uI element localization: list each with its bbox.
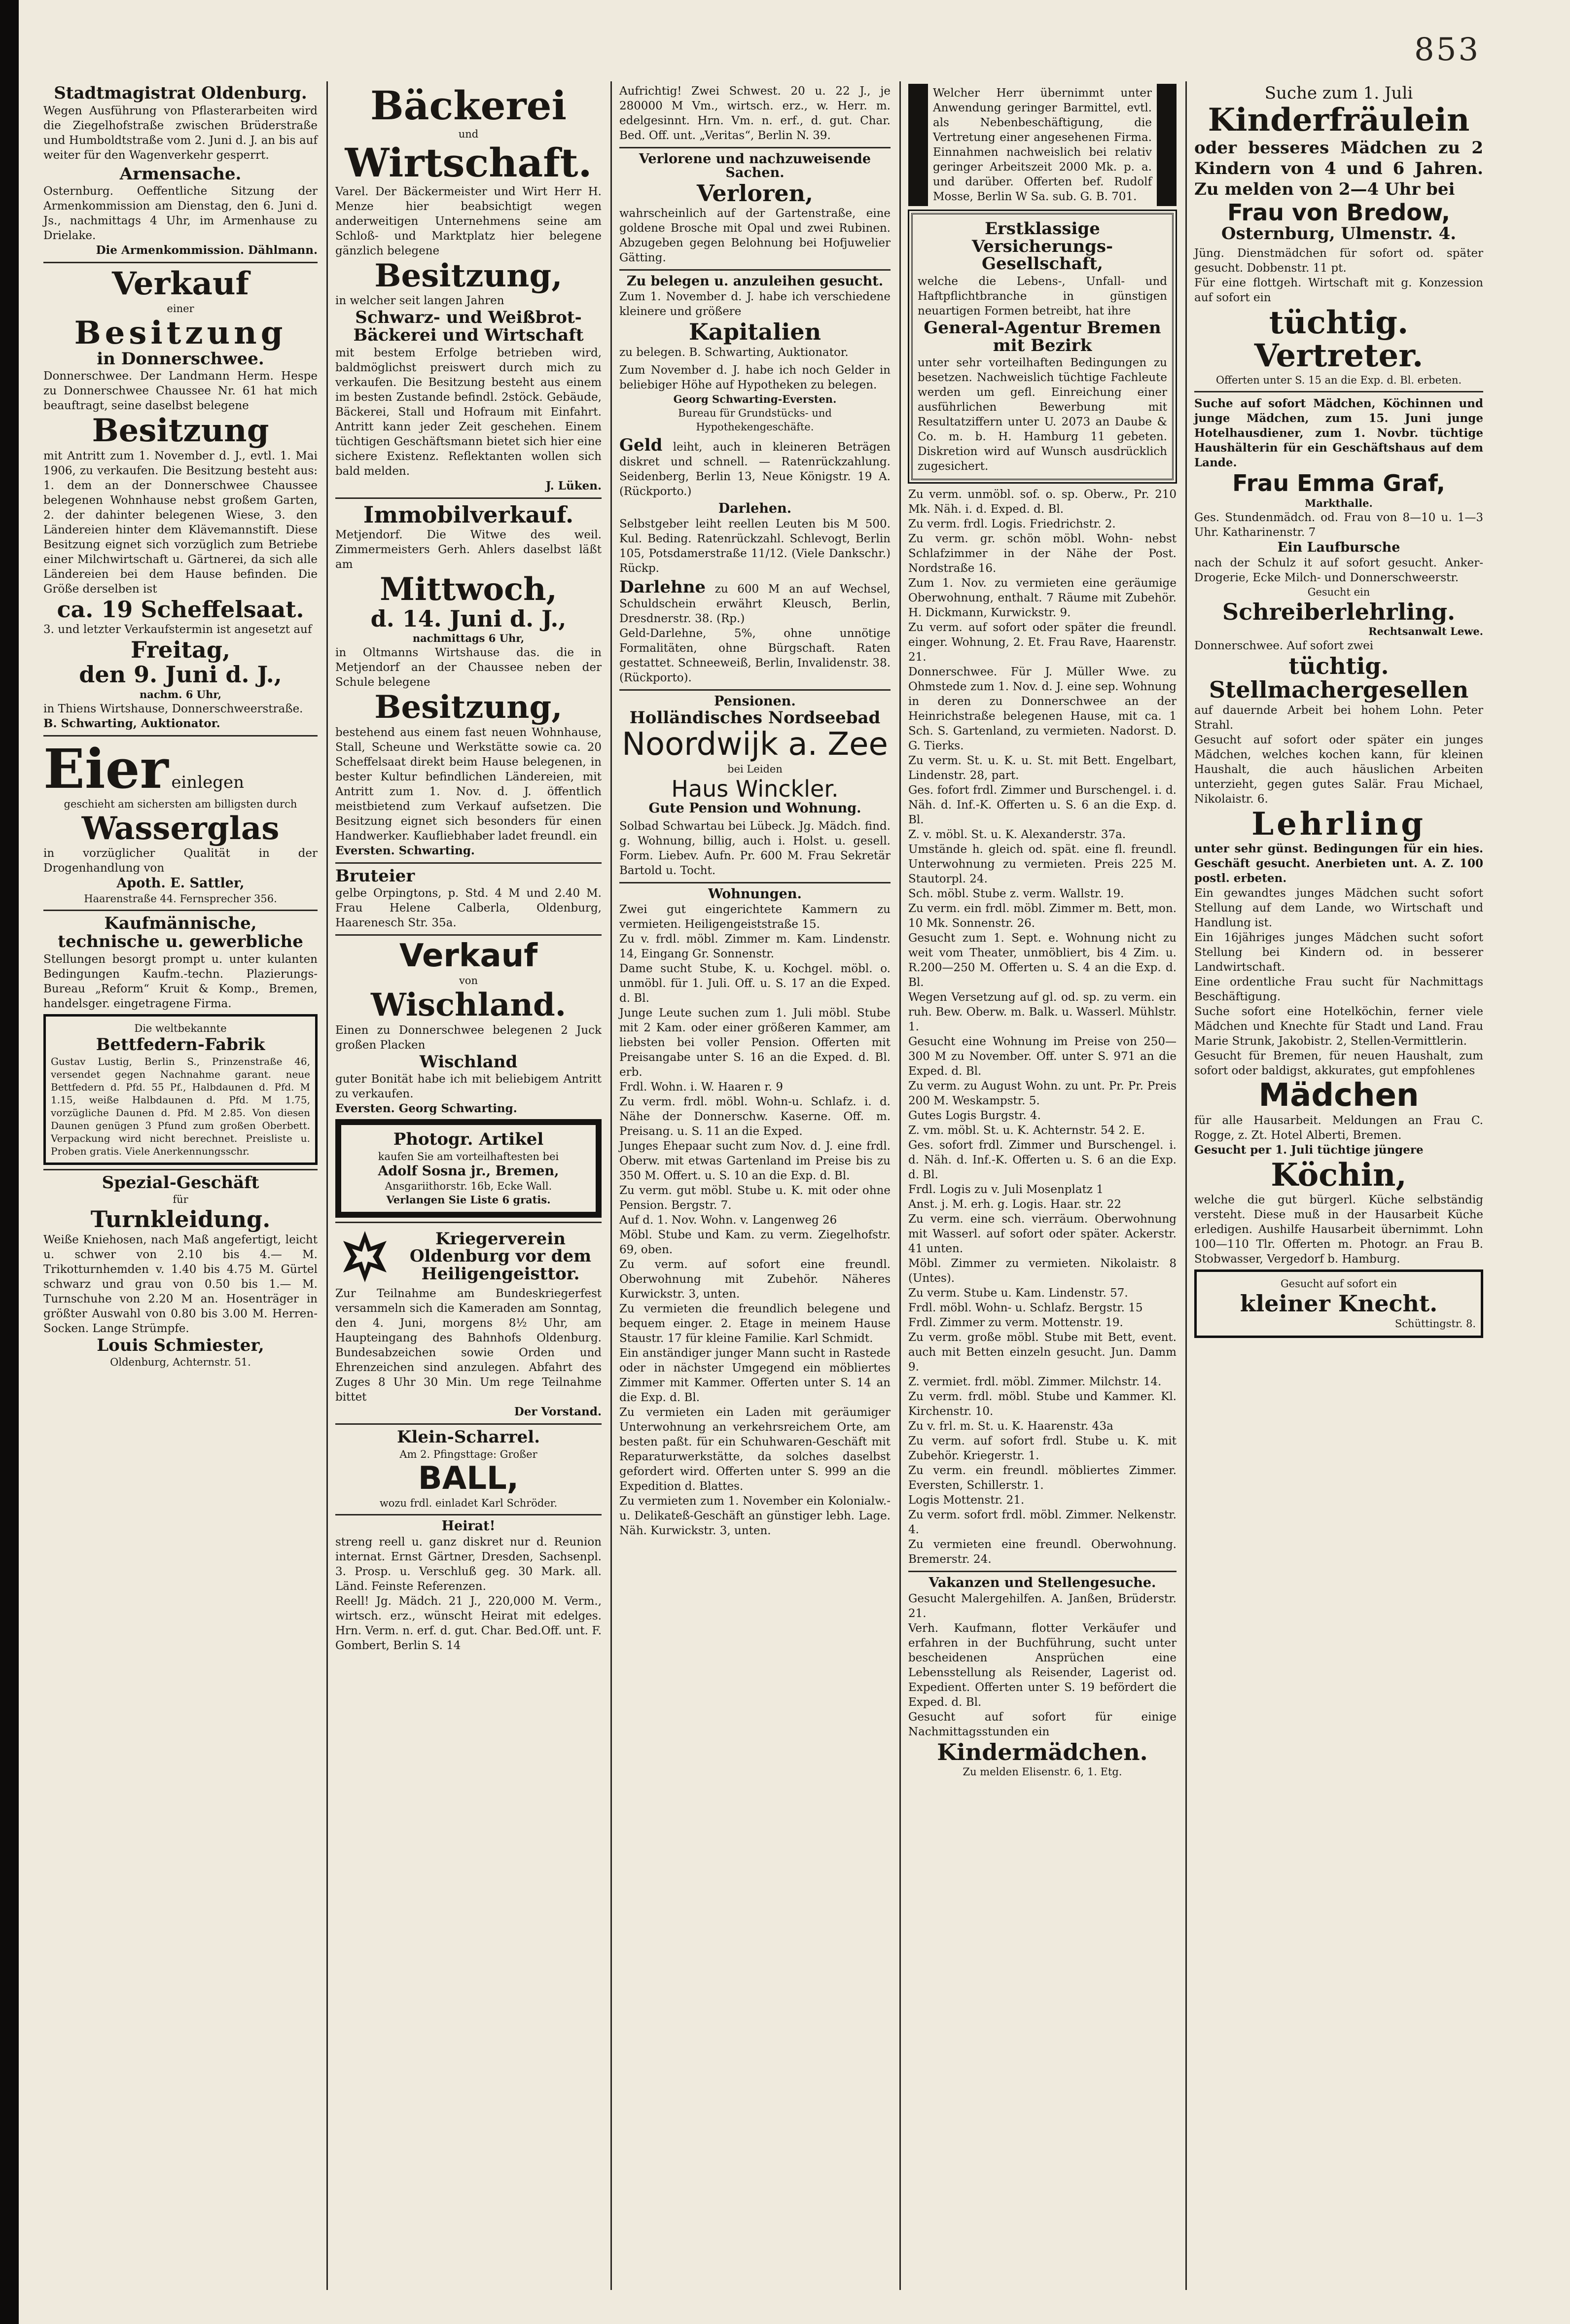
ad-address: Oldenburg, Achternstr. 51.	[110, 1356, 251, 1369]
ad-firm: Adolf Sosna jr., Bremen,	[378, 1163, 559, 1179]
ad-title: Darlehen.	[718, 500, 792, 516]
ad-signature: Rechtsanwalt Lewe.	[1368, 625, 1483, 638]
ad-wohnung: Zu verm. frdl. Logis. Friedrichstr. 2.	[908, 518, 1116, 531]
ad-firm: Apoth. E. Sattler,	[116, 876, 245, 891]
ad-wohnung: Junges Ehepaar sucht zum Nov. d. J. eine frdl. Oberw. mit etwas Gartenland im Preise bis zu 350 M. Offert. u. S. 10 an die Exp. d. Bl.	[619, 1140, 891, 1183]
ad-title: Kaufmännische,	[104, 913, 257, 933]
ad-wohnung: Dame sucht Stube, K. u. Kochgel. möbl. o. unmöbl. für 1. Juli. Off. u. S. 17 an die Exped. d. Bl.	[619, 962, 891, 1005]
ad-signature: B. Schwarting, Auktionator.	[43, 716, 220, 730]
ad-heading: Eier	[43, 737, 169, 801]
ad-text: in Thiens Wirtshause, Donnerschweerstraße.	[43, 702, 303, 715]
ad-wohnung: Zu v. frl. m. St. u. K. Haarenstr. 43a	[908, 1420, 1113, 1433]
ad-heading: Köchin,	[1271, 1157, 1407, 1194]
ad-heading: Wasserglas	[81, 810, 280, 847]
ad-wohnung: Zu verm. gr. schön möbl. Wohn- nebst Schlafzimmer in der Nähe der Post. Nordstraße 16.	[908, 532, 1177, 575]
ad-text: Wegen Ausführung von Pflasterarbeiten wird die Ziegelhofstraße zwischen Brüderstraße und Humboldtstraße vom 2. Juni d. J. an bis auf weiter für den Wagenverkehr gesperrt.	[43, 104, 318, 162]
ad-subtitle: nachm. 6 Uhr,	[139, 688, 222, 701]
ad-title: Wirtschaft.	[345, 140, 592, 186]
ad-subtitle: Die weltbekannte	[134, 1022, 227, 1034]
ad-text: 3. und letzter Verkaufstermin ist angesetzt auf	[43, 623, 312, 636]
ad-address: Schüttingstr. 8.	[1394, 1317, 1476, 1330]
ad-wohnung: Zu vermieten die freundlich belegene und bequem einger. 2. Etage in meinem Hause Staustr. 17 für kleine Familie. Karl Schmidt.	[619, 1303, 891, 1345]
ad-wohnung: Zu verm. große möbl. Stube mit Bett, event. auch mit Betten einzeln gesucht. Jun. Damm 9.	[908, 1331, 1177, 1374]
ad-stelle: Für eine flottgeh. Wirtschaft mit g. Konzession auf sofort ein	[1194, 276, 1483, 304]
ad-wohnung: Donnerschwee. Für J. Müller Wwe. zu Ohmstede zum 1. Nov. d. J. eine sep. Wohnung in deren zu Donnerschwee an der Heinrichstraße belegenen Hause, mit ca. 1 Sch. S. Gartenland, zu vermieten. Nadorst. D. G. Tierks.	[908, 666, 1177, 753]
ad-title: Kriegerverein Oldenburg vor dem Heiligengeisttor.	[409, 1229, 592, 1284]
ad-wohnung: Ein anständiger junger Mann sucht in Rastede oder in nächster Umgegend ein möbliertes Zimmer mit Kammer. Offerten unter S. 14 an die Exp. d. Bl.	[619, 1347, 891, 1405]
ad-baeckerei	[335, 85, 602, 493]
ad-wohnung: Zu verm. ein frdl. möbl. Zimmer m. Bett, mon. 10 Mk. Sonnenstr. 26.	[908, 902, 1177, 930]
ad-text: geschieht am sichersten am billigsten durch	[64, 798, 297, 810]
ad-text: in Oltmanns Wirtshause das. die in Metjendorf an der Chaussee neben der Schule belegene	[335, 646, 602, 689]
ad-text: Zum November d. J. habe ich noch Gelder in beliebiger Höhe auf Hypotheken zu belegen.	[619, 363, 891, 391]
ad-heading: Besitzung,	[374, 689, 563, 726]
ad-wohnung: Logis Mottenstr. 21.	[908, 1494, 1025, 1507]
column-3	[610, 84, 899, 2302]
ad-wohnung: Zu verm. auf sofort eine freundl. Oberwohnung mit Zubehör. Näheres Kurwickstr. 3, unten.	[619, 1258, 891, 1301]
ad-title: Bruteier	[335, 866, 415, 886]
ad-wohnung: Frdl. Logis zu v. Juli Mosenplatz 1	[908, 1183, 1104, 1197]
ad-wohnung: Sch. möbl. Stube z. verm. Wallstr. 19.	[908, 887, 1124, 901]
ad-address: Osternburg, Ulmenstr. 4.	[1221, 224, 1457, 244]
ad-title: Holländisches Nordseebad	[629, 708, 881, 728]
ad-wohnung: Zu verm. frdl. möbl. Stube und Kammer. Kl. Kirchenstr. 10.	[908, 1390, 1177, 1418]
ad-stelle: für alle Hausarbeit. Meldungen an Frau C. Rogge, z. Zt. Hotel Alberti, Bremen.	[1194, 1114, 1483, 1142]
ad-wohnung: Zum 1. Nov. zu vermieten eine geräumige Oberwohnung, enthalt. 7 Räume mit Zubehör. H. Dickmann, Kurwickstr. 9.	[908, 577, 1177, 620]
ad-wohnung: Möbl. Zimmer zu vermieten. Nikolaistr. 8 (Untes).	[908, 1257, 1177, 1285]
ad-signature: Der Vorstand.	[514, 1405, 602, 1419]
ad-text: gelbe Orpingtons, p. Std. 4 M und 2.40 M. Frau Helene Calberla, Oldenburg, Haarenesch Str. 35a.	[335, 887, 602, 930]
ad-text: wozu frdl. einladet Karl Schröder.	[379, 1497, 558, 1510]
ad-heirat	[335, 1519, 602, 1653]
ad-text: guter Bonität habe ich mit beliebigem Antritt zu verkaufen.	[335, 1073, 602, 1101]
column-5	[1185, 84, 1492, 2302]
ad-darlehne	[619, 579, 891, 685]
ad-title: Heirat!	[441, 1518, 496, 1534]
ad-stelle: Jüng. Dienstmädchen für sofort od. später gesucht. Dobbenstr. 11 pt.	[1194, 246, 1483, 275]
ad-stelle: Gesucht per 1. Juli tüchtige jüngere	[1194, 1143, 1424, 1157]
ad-title: Immobilverkauf.	[363, 501, 574, 528]
ad-heading: Mädchen	[1258, 1077, 1419, 1114]
ad-heading: Kindermädchen.	[937, 1738, 1148, 1765]
ad-heading: Frau Emma Graf,	[1232, 470, 1445, 497]
ad-heading: tüchtig. Stellmachergesellen	[1209, 653, 1469, 704]
ad-text: zu 600 M an auf Wechsel, Schuldschein erwährt Kleusch, Berlin, Dresdnerstr. 38. (Rp.)	[619, 582, 891, 625]
ad-text: Am 2. Pfingsttage: Großer	[399, 1448, 537, 1460]
ad-wohnung: Zu verm. eine sch. vierräum. Oberwohnung mit Wasserl. auf sofort oder später. Ackerstr. 41 unten.	[908, 1213, 1177, 1256]
ad-geld	[619, 437, 891, 499]
ad-wohnung: Anst. j. M. erh. g. Logis. Haar. str. 22	[908, 1198, 1122, 1211]
ad-wohnung: Zu verm. St. u. K. u. St. mit Bett. Engelbart, Lindenstr. 28, part.	[908, 754, 1177, 782]
ad-stelle: Gesucht Malergehilfen. A. Janßen, Brüderstr. 21.	[908, 1592, 1177, 1620]
ad-title: technische u. gewerbliche	[58, 932, 303, 952]
ad-stelle: Donnerschwee. Auf sofort zwei	[1194, 639, 1374, 653]
ad-heading: kleiner Knecht.	[1240, 1290, 1438, 1317]
ad-heading: Besitzung	[74, 314, 287, 352]
ad-text: Weiße Kniehosen, nach Maß angefertigt, leicht u. schwer von 2.10 bis 4.— M. Trikotturnhemden v. 1.40 bis 4.75 M. Gürtel schwarz und grau von 0.50 bis 1.— M. Turnschuhe von 2.20 M an. Hosenträger in größter Auswahl von 0.80 bis 3.00 M. Herren-Socken. Lange Strümpfe.	[43, 1233, 318, 1335]
ad-stelle: auf dauernde Arbeit bei hohem Lohn. Peter Strahl.	[1194, 704, 1483, 732]
ad-bettfedern	[43, 1014, 318, 1165]
ad-wohnung: Zu verm. auf sofort oder später die freundl. einger. Wohnung, 2. Et. Frau Rave, Haarenstr. 21.	[908, 621, 1177, 664]
ad-heading: Geld	[619, 435, 663, 455]
ad-stelle: Suche sofort eine Hotelköchin, ferner viele Mädchen und Knechte für Stadt und Land. Frau Marie Strunk, Jakobistr. 2, Stellen-Vermittlerin.	[1194, 1005, 1483, 1048]
ad-stelle: Ein 16jähriges junges Mädchen sucht sofort Stellung bei Kindern od. in besserer Landwirtschaft.	[1194, 931, 1483, 974]
ad-wohnung: Zu v. frdl. möbl. Zimmer m. Kam. Lindenstr. 14, Eingang Gr. Sonnenstr.	[619, 933, 891, 961]
section-title: Verlorene und nachzuweisende Sachen.	[639, 151, 871, 181]
ad-signature: J. Lüken.	[545, 479, 602, 493]
ad-heading: Noordwijk a. Zee	[622, 726, 888, 763]
ad-heading: Besitzung,	[374, 257, 563, 294]
ad-title: Armensache.	[119, 164, 242, 184]
ad-firm: Louis Schmiester,	[97, 1335, 264, 1355]
ad-heading: BALL,	[418, 1460, 519, 1497]
ad-subtitle: und	[458, 128, 479, 140]
ad-armensache	[43, 166, 318, 258]
ad-wohnung: Frdl. Wohn. i. W. Haaren r. 9	[619, 1081, 783, 1094]
ad-text: mit bestem Erfolge betrieben wird, baldmöglichst preiswert durch mich zu verkaufen. Die Besitzung besteht aus einem im besten Zustande befindl. 2stöck. Gebäude, Bäckerei, Stall und Hofraum mit Einfahrt. Antritt kann jeder Zeit geschehen. Einem tüchtigen Geschäftsmann bietet sich hier eine sichere Existenz. Reflektanten wollen sich bald melden.	[335, 346, 602, 478]
ad-wohnung: Zu verm. auf sofort frdl. Stube u. K. mit Zubehör. Kriegerstr. 1.	[908, 1435, 1177, 1463]
section-title: Zu belegen u. anzuleihen gesucht.	[626, 273, 884, 289]
ad-text: zu belegen. B. Schwarting, Auktionator.	[619, 346, 849, 359]
ad-wohnung: Zwei gut eingerichtete Kammern zu vermieten. Heiligengeiststraße 15.	[619, 903, 891, 931]
ad-heading: Lehrling	[1251, 805, 1426, 843]
ad-title: Stadtmagistrat Oldenburg.	[54, 84, 307, 103]
ad-text: Einen zu Donnerschwee belegenen 2 Juck großen Placken	[335, 1023, 602, 1052]
ad-kleiner-knecht	[1194, 1269, 1483, 1338]
ad-stelle: Verh. Kaufmann, flotter Verkäufer und erfahren in der Buchführung, sucht unter bescheidenen Ansprüchen eine Lebensstellung als Reisender, Lagerist od. Expedient. Offerten unter S. 19 befördert die Exped. d. Bl.	[908, 1621, 1177, 1709]
ad-wohnung: Z. vm. möbl. St. u. K. Achternstr. 54 2. E.	[908, 1124, 1145, 1137]
column-1	[35, 84, 326, 2302]
ad-stadtmagistrat	[43, 85, 318, 163]
ad-heading: d. 14. Juni d. J.,	[370, 605, 567, 633]
ad-subtitle: einer	[167, 302, 194, 315]
ad-heading: Schwarz- und Weißbrot-Bäckerei und Wirtschaft	[353, 308, 584, 345]
ad-text: bestehend aus einem fast neuen Wohnhause, Stall, Scheune und Werkstätte sowie ca. 20 Scheffelsaat direkt beim Hause belegenen, in bester Kultur befindlichen Ländereien, mit Antritt zum 1. Nov. d. J. öffentlich meistbietend zum Verkauf aufsetzen. Die Besitzung eignet sich besonders für einen Handwerker. Kaufliebhaber ladet freundl. ein	[335, 726, 602, 843]
ad-wischland	[335, 940, 602, 1116]
ad-title: Klein-Scharrel.	[396, 1427, 540, 1447]
ad-wohnung: Ges. sofort frdl. Zimmer und Burschengel. i. d. Näh. d. Inf.-K. Offerten u. S. 6 an die Exp. d. Bl.	[908, 1139, 1177, 1182]
ad-heading: einlegen	[171, 772, 244, 792]
ad-heading: Kapitalien	[688, 318, 821, 346]
ad-solbad: Solbad Schwartau bei Lübeck. Jg. Mädch. find. g. Wohnung, billig, auch i. Holst. u. gesell. Form. Liebev. Aufn. Pr. 600 M. Frau Sekretär Bartold u. Tocht.	[619, 819, 891, 877]
ad-address: Haarenstraße 44. Fernsprecher 356.	[84, 892, 277, 905]
ad-heading: ca. 19 Scheffelsaat.	[57, 596, 304, 623]
ad-title: Kinderfräulein	[1208, 101, 1470, 139]
page-number: 853	[1414, 32, 1481, 68]
ad-title: Verkauf	[111, 265, 250, 303]
ad-heading: Mittwoch,	[380, 570, 557, 608]
ad-stelle: Ein gewandtes junges Mädchen sucht sofort Stellung auf dem Lande, wo Wirtschaft und Handlung ist.	[1194, 886, 1483, 929]
ad-text: Donnerschwee. Der Landmann Herm. Hespe zu Donnerschwee Chaussee Nr. 61 hat mich beauftragt, seine daselbst belegene	[43, 370, 318, 413]
ad-heading: Gute Pension und Wohnung.	[648, 801, 861, 816]
ad-wohnung: Junge Leute suchen zum 1. Juli möbl. Stube mit 2 Kam. oder einer größeren Kammer, am liebsten bei voller Pension. Offerten mit Preisangabe unter S. 16 an die Exped. d. Bl. erb.	[619, 1007, 891, 1079]
ad-bruteier	[335, 868, 602, 931]
ad-heading: Haus Winckler.	[671, 775, 839, 803]
ad-verloren	[619, 181, 891, 265]
ad-text: Selbstgeber leiht reellen Leuten bis M 500. Kul. Beding. Ratenrückzahl. Schlevogt, Berlin 105, Potsdamerstraße 11/12. (Viele Dankschr.) Rückp.	[619, 517, 891, 575]
ad-signature: Die Armenkommission. Dählmann.	[96, 244, 318, 257]
ad-wohnung: Frdl. Zimmer zu verm. Mottenstr. 19.	[908, 1316, 1123, 1330]
column-2	[326, 84, 610, 2302]
column-4	[899, 84, 1185, 2302]
ad-heading: Wischland.	[371, 986, 566, 1024]
ad-text: in vorzüglicher Qualität in der Drogenhandlung von	[43, 847, 318, 875]
ad-title: Verkauf	[399, 938, 538, 975]
ad-wohnung: Gutes Logis Burgstr. 4.	[908, 1109, 1041, 1123]
ad-title: Erstklassige Versicherungs-Gesellschaft,	[971, 219, 1113, 274]
ad-turnkleidung	[43, 1174, 318, 1370]
ad-text: kaufen Sie am vorteilhaftesten bei	[378, 1150, 559, 1162]
ad-address: Zu melden Elisenstr. 6, 1. Etg.	[963, 1766, 1122, 1778]
ad-text: Osternburg. Oeffentliche Sitzung der Armenkommission am Dienstag, den 6. Juni d. Js., nachmittags 4 Uhr, im Armenhause zu Drielake.	[43, 185, 318, 243]
ad-stelle: Suche auf sofort Mädchen, Köchinnen und junge Mädchen, zum 15. Juni junge Hotelhausdiener, zum 1. Novbr. tüchtige Haushälterin für ein Geschäftshaus auf dem Lande.	[1194, 397, 1483, 470]
ad-title: Photogr. Artikel	[393, 1129, 544, 1150]
ad-subtitle: für	[173, 1194, 188, 1206]
ad-heading: Besitzung	[92, 412, 269, 450]
ad-wohnung: Zu verm. sofort frdl. möbl. Zimmer. Nelkenstr. 4.	[908, 1509, 1177, 1537]
ad-heading: tüchtig. Vertreter.	[1254, 304, 1424, 375]
ad-text: Geld-Darlehne, 5%, ohne unnötige Formalitäten, ohne Bürgschaft. Raten gestattet. Schneeweiß, Berlin, Invalidenstr. 38. (Rückporto).	[619, 627, 891, 684]
ad-signature: Eversten. Georg Schwarting.	[335, 1102, 517, 1116]
ad-text: Verlangen Sie Liste 6 gratis.	[386, 1194, 551, 1206]
ad-heading: Schreiberlehrling.	[1222, 598, 1456, 625]
ad-darlehen	[619, 502, 891, 576]
ad-wohnung: Auf d. 1. Nov. Wohn. v. Langenweg 26	[619, 1214, 837, 1227]
ad-text: welche die Lebens-, Unfall- und Haftpflichtbranche in günstigen neuartigen Formen betreibt, hat ihre	[918, 275, 1167, 318]
ad-eier	[43, 737, 318, 906]
ad-heading: den 9. Juni d. J.,	[79, 661, 282, 688]
ad-kaufmaennisch	[43, 915, 318, 1011]
ad-text: oder besseres Mädchen zu 2 Kindern von 4 und 6 Jahren. Zu melden von 2—4 Uhr bei	[1194, 138, 1483, 199]
ad-stelle: Gesucht für Bremen, für neuen Haushalt, zum sofort oder baldigst, akkurates, gut empfohlenes	[1194, 1049, 1483, 1077]
ad-wohnung: Gesucht eine Wohnung im Preise von 250—300 M zu November. Off. unter S. 971 an die Exped. d. Bl.	[908, 1035, 1177, 1078]
ad-stelle: Eine ordentliche Frau sucht für Nachmittags Beschäftigung.	[1194, 975, 1483, 1003]
ad-wohnung: Z. v. möbl. St. u. K. Alexanderstr. 37a.	[908, 828, 1126, 842]
ad-text: Zum 1. November d. J. habe ich verschiedene kleinere und größere	[619, 290, 891, 318]
ad-text: in welcher seit langen Jahren	[335, 294, 504, 308]
ad-text: leiht, auch in kleineren Beträgen diskret und schnell. — Ratenrückzahlung. Seidenberg, Berlin 13, Neue Königstr. 19 A. (Rückporto.)	[619, 440, 891, 498]
ad-text: Bureau für Grundstücks- und Hypothekengeschäfte.	[678, 407, 832, 433]
ad-text: Gustav Lustig, Berlin S., Prinzenstraße 46, versendet gegen Nachnahme garant. neue Bettfedern d. Pfd. 55 Pf., Halbdaunen d. Pfd. M 1.15, weiße Halbdaunen d. Pfd. M 1.75, vorzügliche Daunen d. Pfd. M 2.85. Von diesen Daunen genügen 3 Pfund zum großen Oberbett. Verpackung wird nicht berechnet. Preisliste u. Proben gratis. Viele Anerkennungsschr.	[51, 1055, 310, 1157]
ad-wohnung: Wegen Versetzung auf gl. od. sp. zu verm. ein ruh. Bew. Oberw. m. Balk. u. Wasserl. Mühlstr. 1.	[908, 991, 1177, 1034]
iron-cross-icon	[335, 1227, 394, 1286]
ad-address: Markthalle.	[1305, 496, 1373, 509]
ad-address: Ansgariithorstr. 16b, Ecke Wall.	[385, 1180, 552, 1193]
ad-subtitle: nachmittags 6 Uhr,	[412, 632, 525, 645]
ad-noordwijk	[619, 709, 891, 816]
ad-heading: Freitag,	[130, 636, 231, 663]
ad-kinderfraeulein	[1194, 85, 1483, 243]
ad-text: Zur Teilnahme am Bundeskriegerfest versammeln sich die Kameraden am Sonntag, den 4. Juni, morgens 8½ Uhr, am Haupteingang des Bahnhofs Oldenburg. Bundesabzeichen sowie Orden und Ehrenzeichen sind anzulegen. Abfahrt des Zuges 8 Uhr 30 Min. Um rege Teilnahme bittet	[335, 1287, 602, 1404]
ad-text: Stellungen besorgt prompt u. unter kulanten Bedingungen Kaufm.-techn. Plazierungs-Bureau „Reform“ Kruit & Komp., Bremen, handelsger. eingetragene Firma.	[43, 952, 318, 1010]
ad-signature: Eversten. Schwarting.	[335, 844, 475, 857]
ad-kapitalien	[619, 289, 891, 359]
ad-wohnung: Zu verm. gut möbl. Stube u. K. mit oder ohne Pension. Bergstr. 7.	[619, 1184, 891, 1212]
ad-heading: Turnkleidung.	[90, 1206, 271, 1233]
ad-text: Varel. Der Bäckermeister und Wirt Herr H. Menze hier beabsichtigt wegen anderweitigen Unternehmens seine am Schloß- und Marktplatz hier belegene gänzlich belegene	[335, 185, 602, 257]
ad-heading: Darlehne	[619, 577, 706, 597]
ad-heading: Frau von Bredow,	[1227, 199, 1450, 226]
ad-text: Reell! Jg. Mädch. 21 J., 220,000 M. Verm., wirtsch. erz., wünscht Heirat mit edelges. Hrn. Verm. n. erf. d. gut. Char. Bed.Off. unt. F. Gombert, Berlin S. 14	[335, 1594, 602, 1652]
ad-wohnung: Gesucht zum 1. Sept. e. Wohnung nicht zu weit vom Theater, unmöbliert, bis 4 Zim. u. R.200—250 M. Offerten u. S. 4 an die Exp. d. Bl.	[908, 932, 1177, 989]
ad-wohnung: Zu verm. Stube u. Kam. Lindenstr. 57.	[908, 1287, 1128, 1300]
ad-verkauf-besitzung	[43, 267, 318, 731]
ad-firm: Georg Schwarting-Eversten.	[673, 392, 837, 405]
ad-stelle: Gesucht auf sofort für einige Nachmittagsstunden ein	[908, 1710, 1177, 1738]
ad-kriegerverein	[335, 1227, 602, 1419]
ad-heading: in Donnerschwee.	[97, 349, 264, 369]
ad-hypotheken	[619, 363, 891, 434]
section-title: Pensionen.	[714, 693, 796, 709]
ad-wohnung: Ges. fofort frdl. Zimmer und Burschengel. i. d. Näh. d. Inf.-K. Offerten u. S. 6 an die Exp. d. Bl.	[908, 784, 1177, 827]
ad-heading: General-Agentur Bremen mit Bezirk	[924, 318, 1161, 355]
ad-wohnung: Z. vermiet. frdl. möbl. Zimmer. Milchstr. 14.	[908, 1375, 1162, 1389]
ad-stelle: unter sehr günst. Bedingungen für ein hies. Geschäft gesucht. Anerbieten unt. A. Z. 100 postl. erbeten.	[1194, 842, 1483, 885]
ad-wohnung: Zu verm. zu August Wohn. zu unt. Pr. Pr. Preis 200 M. Weskampstr. 5.	[908, 1080, 1177, 1108]
ad-subtitle: bei Leiden	[727, 763, 783, 775]
ad-wohnung: Zu verm. ein freundl. möbliertes Zimmer. Eversten, Schillerstr. 1.	[908, 1464, 1177, 1492]
ad-title: Bäckerei	[370, 84, 567, 129]
ad-wohnung: Zu verm. frdl. möbl. Wohn-u. Schlafz. i. d. Nähe der Donnerschw. Kaserne. Off. m. Preisang. u. S. 11 an die Exped.	[619, 1095, 891, 1138]
ad-immobilverkauf	[335, 503, 602, 858]
ad-title: Bettfedern-Fabrik	[96, 1034, 265, 1055]
ad-stelle: Ges. Stundenmädch. od. Frau von 8—10 u. 1—3 Uhr. Katharinenstr. 7	[1194, 511, 1483, 539]
ad-text: wahrscheinlich auf der Gartenstraße, eine goldene Brosche mit Opal und zwei Rubinen. Abzugeben gegen Belohnung bei Hofjuwelier Gätting.	[619, 207, 891, 264]
ad-heading: Suche zum 1. Juli	[1264, 84, 1413, 103]
ad-title: Spezial-Geschäft	[102, 1172, 259, 1193]
ad-text: Welcher Herr übernimmt unter Anwendung geringer Barmittel, evtl. als Nebenbeschäftigung, die Vertretung einer angesehenen Firma. Einnahmen nachweislich bei relativ geringer Arbeitszeit 2000 Mk. p. a. und darüber. Offerten bef. Rudolf Mosse, Berlin W Sa. sub. G. B. 701.	[933, 87, 1152, 203]
ad-wohnung: Zu vermieten eine freundl. Oberwohnung. Bremerstr. 24.	[908, 1538, 1177, 1566]
ad-klein-scharrel	[335, 1429, 602, 1510]
ad-wohnung: Zu vermieten ein Laden mit geräumiger Unterwohnung an verkehrsreichem Orte, am besten paßt. für ein Schuhwaren-Geschäft mit Reparaturwerkstätte, da solches daselbst gefordert wird. Offerten unter S. 999 an die Expedition d. Blattes.	[619, 1406, 891, 1493]
ad-title: Verloren,	[696, 179, 814, 207]
section-title: Vakanzen und Stellengesuche.	[928, 1575, 1156, 1591]
ad-text: Gesucht auf sofort ein	[1280, 1278, 1397, 1290]
ad-text: Metjendorf. Die Witwe des weil. Zimmermeisters Gerh. Ahlers daselbst läßt am	[335, 528, 602, 571]
ad-wohnung: Zu verm. unmöbl. sof. o. sp. Oberw., Pr. 210 Mk. Näh. i. d. Exped. d. Bl.	[908, 488, 1177, 516]
ad-subtitle: von	[459, 975, 478, 987]
ad-versicherung	[911, 213, 1174, 480]
page-spine	[0, 0, 19, 2324]
ad-text: mit Antritt zum 1. November d. J., evtl. 1. Mai 1906, zu verkaufen. Die Besitzung besteht aus: 1. dem an der Donnerschwee Chaussee belegenen Wohnhause nebst großem Garten, 2. der dahinter belegenen Wiese, 3. den Ländereien hinter dem Klävemannstift. Diese Besitzung eignet sich vorzüglich zum Betriebe einer Milchwirtschaft u. Gärtnerei, da sich alle Ländereien bei dem Hause befinden. Die Größe derselben ist	[43, 449, 318, 596]
ad-text: Offerten unter S. 15 an die Exp. d. Bl. erbeten.	[1215, 374, 1462, 387]
ad-stelle: welche die gut bürgerl. Küche selbständig versteht. Diese muß in der Hausarbeit Küche erledigen. Aushilfe Hausarbeit übernimmt. Lohn 100—110 Tlr. Offerten m. Photogr. an Frau B. Stobwasser, Vergedorf b. Hamburg.	[1194, 1194, 1483, 1266]
section-title: Wohnungen.	[708, 886, 802, 902]
ad-wohnung: Frdl. möbl. Wohn- u. Schlafz. Bergstr. 15	[908, 1302, 1143, 1315]
ad-heading: Ein Laufbursche	[1277, 539, 1400, 555]
ad-wohnung: Zu vermieten zum 1. November ein Kolonialw.-u. Delikateß-Geschäft an günstiger lebh. Lage. Näh. Kurwickstr. 3, unten.	[619, 1495, 891, 1538]
ad-text: unter sehr vorteilhaften Bedingungen zu besetzen. Nachweislich tüchtige Fachleute werden um gefl. Einreichung einer ausführlichen Bewerbung mit Resultatziffern unter U. 2073 an Daube & Co. m. b. H. Hamburg 11 gebeten. Diskretion wird auf Wunsch ausdrücklich zugesichert.	[918, 356, 1167, 473]
ad-vertretung	[908, 84, 1177, 206]
ad-wohnung: Möbl. Stube und Kam. zu verm. Ziegelhofstr. 69, oben.	[619, 1229, 891, 1257]
ad-photo-artikel	[335, 1119, 602, 1218]
ad-heading: Wischland	[419, 1052, 518, 1072]
ad-wohnung: Umstände h. gleich od. spät. eine fl. freundl. Unterwohnung zu vermieten. Preis 225 M. Stautorpl. 24.	[908, 843, 1177, 886]
ad-stelle: Gesucht auf sofort oder später ein junges Mädchen, welches kochen kann, für kleinen Haushalt, die auch häuslichen Arbeiten unterzieht, gegen gutes Salär. Frau Michael, Nikolaistr. 6.	[1194, 733, 1483, 806]
ad-stelle: nach der Schulz it auf sofort gesucht. Anker-Drogerie, Ecke Milch- und Donnerschweerstr.	[1194, 556, 1483, 584]
ad-aufrichtig: Aufrichtig! Zwei Schwest. 20 u. 22 J., je 280000 M Vm., wirtsch. erz., w. Herr. m. edelgesinnt. Hrn. Vm. n. erf., d. gut. Char. Bed. Off. unt. „Veritas“, Berlin N. 39.	[619, 85, 891, 142]
ad-text: streng reell u. ganz diskret nur d. Reunion internat. Ernst Gärtner, Dresden, Sachsenpl. 3. Prosp. u. Verschluß geg. 30 Mark. all. Länd. Feinste Referenzen.	[335, 1535, 602, 1593]
ad-text: Gesucht ein	[1307, 586, 1370, 598]
